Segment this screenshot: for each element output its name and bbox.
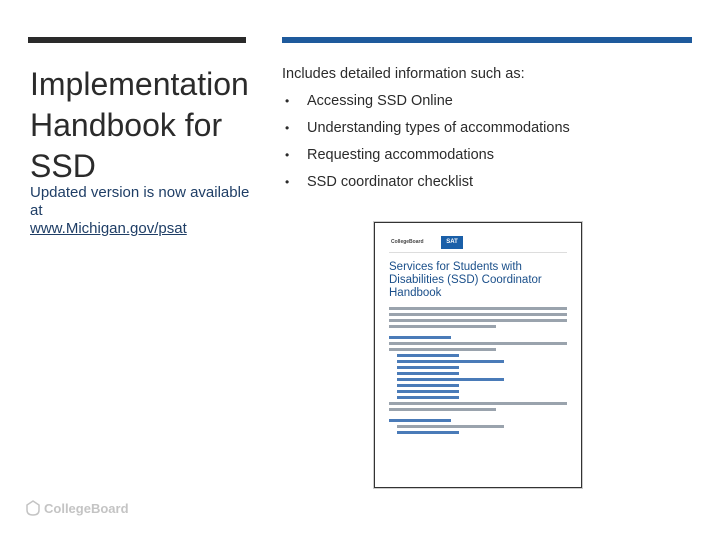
- bullet-text: Requesting accommodations: [307, 147, 494, 163]
- bullet-text: SSD coordinator checklist: [307, 174, 474, 190]
- thumbnail-brand: CollegeBoard: [391, 239, 424, 245]
- thumbnail-body-text: [389, 307, 567, 437]
- list-item: [282, 146, 570, 173]
- list-item: [282, 119, 570, 146]
- bullet-text: Understanding types of accommodations: [307, 120, 570, 136]
- updated-text: Updated version is now available at: [30, 184, 250, 219]
- thumbnail-header: [389, 234, 567, 253]
- handbook-thumbnail: [374, 222, 582, 488]
- left-accent-bar: [28, 37, 246, 43]
- thumbnail-title: Services for Students with Disabilities (SSD) Coordinator Handbook: [389, 261, 542, 299]
- slide-title: Implementation Handbook for SSD: [30, 66, 249, 184]
- bullet-text: Accessing SSD Online: [307, 93, 453, 109]
- michigan-psat-link[interactable]: www.Michigan.gov/psat: [30, 220, 187, 237]
- acorn-icon: [26, 500, 40, 516]
- list-item: [282, 173, 570, 200]
- bullet-icon: •: [285, 148, 290, 162]
- sat-badge: SAT: [441, 236, 463, 249]
- bullet-icon: •: [285, 94, 290, 108]
- bullet-list: [282, 92, 570, 200]
- updated-note: [30, 184, 250, 238]
- bullet-icon: •: [285, 121, 290, 135]
- intro-text: Includes detailed information such as:: [282, 66, 525, 82]
- footer-logo-text: CollegeBoard: [44, 500, 129, 516]
- bullet-icon: •: [285, 175, 290, 189]
- collegeboard-logo: [26, 500, 129, 516]
- right-accent-bar: [282, 37, 692, 43]
- list-item: [282, 92, 570, 119]
